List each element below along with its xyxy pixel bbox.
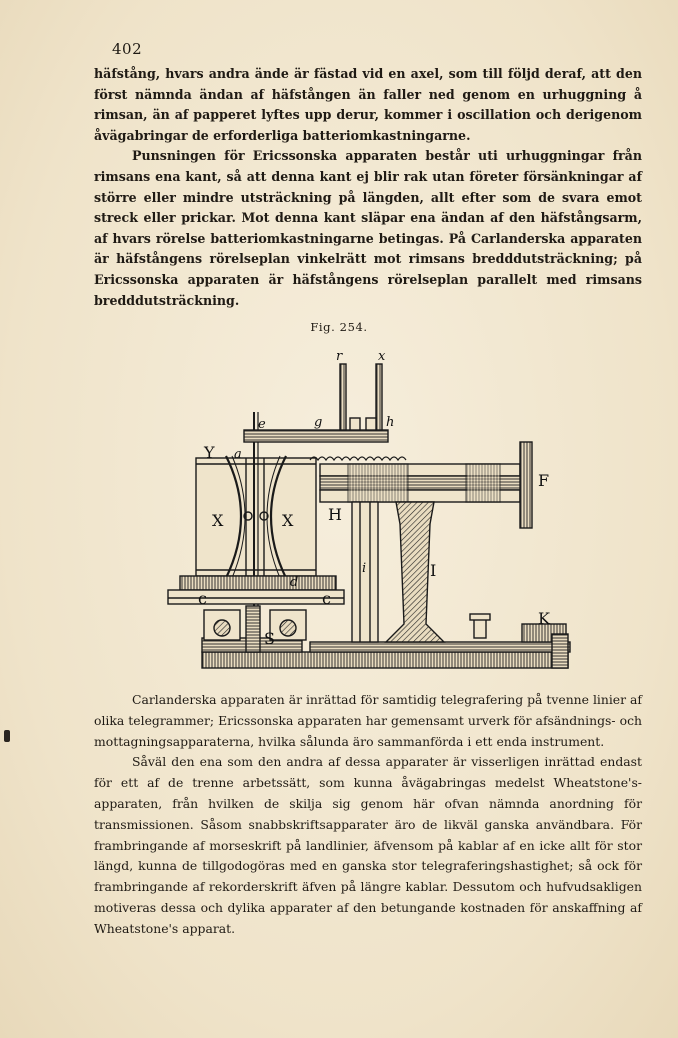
fig-label-Y: Y xyxy=(204,443,215,462)
top-text-block xyxy=(94,64,642,311)
base-plate xyxy=(202,652,568,668)
fig-label-a: a xyxy=(234,447,242,462)
fig-label-d: d xyxy=(290,575,299,590)
paragraph: häfstång, hvars andra ände är fästad vid en axel, som till följd deraf, att den först nämnda ändan af häfstången än faller ned genom en urhuggning å rimsan, än af papperet lyftes upp derur, kommer i oscillation och derigenom åvägabringar de erforderliga batteriomkastningarne. xyxy=(94,66,642,143)
figure-caption: Fig. 254. xyxy=(310,320,368,334)
fig-label-i: i xyxy=(362,561,367,576)
fig-label-h: h xyxy=(386,415,395,430)
fig-label-X-left: X xyxy=(212,511,224,530)
fig-label-I: I xyxy=(430,561,437,580)
bottom-text-block xyxy=(94,690,642,940)
flange-plate xyxy=(520,442,532,528)
fig-label-x: x xyxy=(378,349,386,364)
fig-label-F: F xyxy=(538,471,550,490)
paragraph: Punsningen för Ericssonska apparaten består uti urhuggningar från rimsans ena kant, så att denna kant ej blir rak utan företer försänkningar af större eller mindre utsträckning på längden, allt efter som de svara emot streck eller prickar. Mot denna kant släpar ena ändan af den häfstångsarm, af hvars rörelse batteriomkastningarne betingas. På Carlanderska apparaten är häfstångens rörelseplan vinkelrätt mot rimsans bredddutsträckning; på Ericssonska apparaten är häfstångens rörelseplan parallelt med rimsans bredddutsträckning. xyxy=(94,148,642,308)
paragraph: Carlanderska apparaten är inrättad för samtidig telegrafering på tvenne linier af olika telegrammer; Ericssonska apparaten har gemensamt urverk för afsändnings- och mottagningsapparaterna, hvilka sålunda äro sammanförda i ett enda instrument. xyxy=(94,692,642,749)
fig-label-r: r xyxy=(336,349,343,364)
fig-label-H: H xyxy=(328,505,342,524)
paragraph: Såväl den ena som den andra af dessa apparater är visserligen inrättad endast för ett af de trenne arbetssätt, som kunna åvägabringas medelst Wheatstone's-apparaten, från hvilken de skilja sig genom här ofvan nämnda anordning för transmissionen. Såsom snabbskriftsapparater äro de likväl ganska användbara. För frambringande af morseskrift på landlinier, äfvensom på kablar af en icke allt för stor längd, kunna de tillgodogöras med en ganska stor telegraferingshastighet; så ock för frambringande af rekorderskrift äfven på längre kablar. Dessutom och hufvudsakligen motiveras dessa och dylika apparater af den betungande kostnaden för anskaffning af Wheatstone's apparat. xyxy=(94,754,642,936)
fig-label-X-right: X xyxy=(282,511,294,530)
fig-label-e: e xyxy=(258,417,266,432)
fig-label-c-left: c xyxy=(198,589,207,608)
fig-label-g: g xyxy=(314,415,323,430)
page-number: 402 xyxy=(112,40,143,58)
fig-label-K: K xyxy=(538,609,550,628)
fig-label-S: S xyxy=(264,629,275,648)
margin-mark xyxy=(4,730,10,742)
fig-label-c-right: c xyxy=(322,589,331,608)
apparatus-illustration xyxy=(160,346,580,676)
